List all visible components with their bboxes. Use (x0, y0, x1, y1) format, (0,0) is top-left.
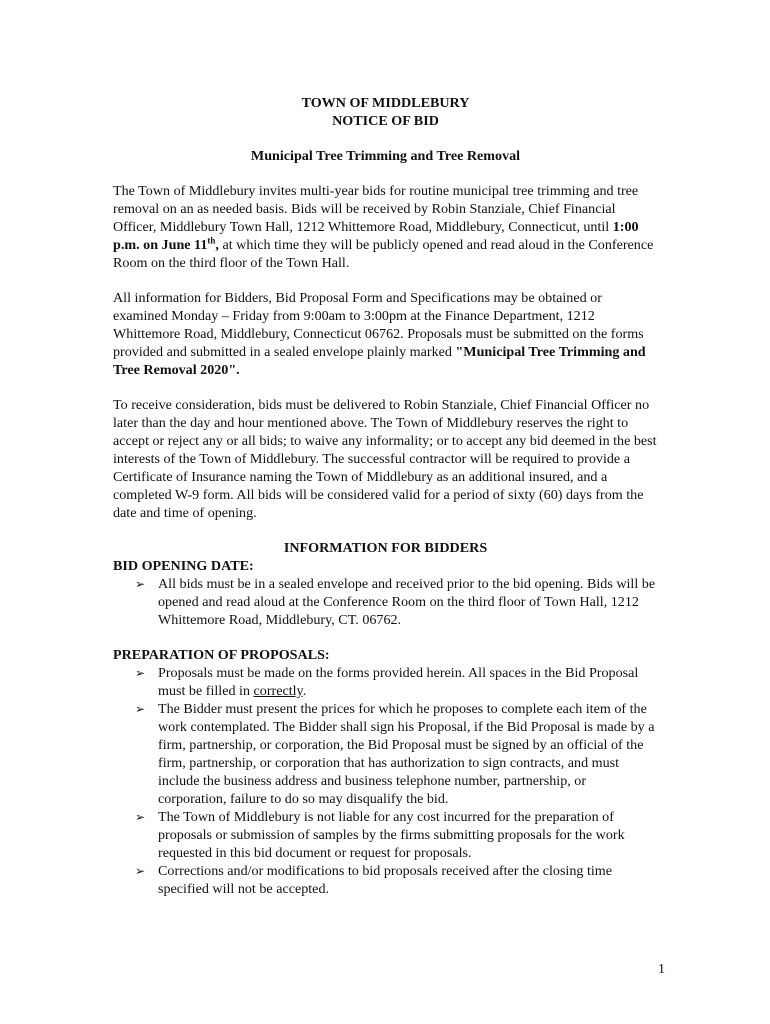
arrow-bullet-icon: ➢ (135, 810, 146, 824)
invitation-text-a: The Town of Middlebury invites multi-year bids for routine municipal tree trimming and tree removal on an as needed basis. Bids will be received by Robin Stanziale, Chief Financial Officer, Middlebury Town Hall, 1212 Whittemore Road, Middlebury, Connecticut, until (113, 183, 639, 235)
preparation-list (113, 664, 658, 898)
arrow-bullet-icon: ➢ (135, 577, 146, 591)
list-item: ➢ The Town of Middlebury is not liable for any cost incurred for the preparation of proposals or submission of samples by the firms submitting proposals for the work requested in this bid document or request for proposals. (135, 809, 625, 861)
notice-subtitle: Municipal Tree Trimming and Tree Removal (250, 148, 521, 164)
arrow-bullet-icon: ➢ (135, 864, 146, 878)
invitation-text-b: at which time they will be publicly opened and read aloud in the Conference Room on the third floor of the Town Hall. (113, 237, 654, 271)
bid-opening-heading: BID OPENING DATE: (113, 558, 254, 574)
information-text: All information for Bidders, Bid Proposal Form and Specifications may be obtained or examined Monday – Friday from 9:00am to 3:00pm at the Finance Department, 1212 Whittemore Road, Middlebury, Connecticut 06762. Proposals must be submitted on the forms provided and submitted in a sealed envelope plainly marked (113, 290, 644, 360)
document-body (113, 94, 658, 898)
arrow-bullet-icon: ➢ (135, 666, 146, 680)
paragraph-invitation (113, 182, 658, 272)
page-number: 1 (658, 962, 665, 977)
marked-title: "Municipal Tree Trimming and Tree Removal 2020". (113, 344, 646, 378)
info-heading: INFORMATION FOR BIDDERS (283, 540, 488, 556)
header-notice: NOTICE OF BID (332, 113, 439, 129)
list-item: ➢ All bids must be in a sealed envelope and received prior to the bid opening. Bids will be opened and read aloud at the Conference Room on the third floor of Town Hall, 1212 Whittemore Road, Middlebury, CT. 06762. (135, 576, 656, 628)
bid-opening-list (113, 575, 658, 629)
list-item: ➢ Corrections and/or modifications to bid proposals received after the closing time specified will not be accepted. (135, 863, 613, 897)
preparation-heading: PREPARATION OF PROPOSALS: (113, 647, 330, 663)
list-item: ➢ The Bidder must present the prices for which he proposes to complete each item of the work contemplated. The Bidder shall sign his Proposal, if the Bid Proposal is made by a firm, partnership, or corporation, the Bid Proposal must be signed by an official of the firm, partnership, or corporation that has authorization to sign contracts, and must include the business address and business telephone number, partnership, or corporation, failure to do so may disqualify the bid. (135, 701, 655, 807)
header-town: TOWN OF MIDDLEBURY (301, 95, 470, 111)
paragraph-consideration: To receive consideration, bids must be delivered to Robin Stanziale, Chief Financial Officer no later than the day and hour mentioned above. The Town of Middlebury reserves the right to accept or reject any or all bids; to waive any informality; or to accept any bid deemed in the best interests of the Town of Middlebury. The successful contractor will be required to provide a Certificate of Insurance naming the Town of Middlebury as an additional insured, and a completed W-9 form. All bids will be considered valid for a period of sixty (60) days from the date and time of opening. (113, 397, 657, 521)
paragraph-information (113, 289, 658, 379)
list-item: ➢ Proposals must be made on the forms provided herein. All spaces in the Bid Proposal must be filled in correctly. (135, 665, 639, 699)
arrow-bullet-icon: ➢ (135, 702, 146, 716)
deadline-text: 1:00 p.m. on June 11th, (113, 219, 639, 253)
